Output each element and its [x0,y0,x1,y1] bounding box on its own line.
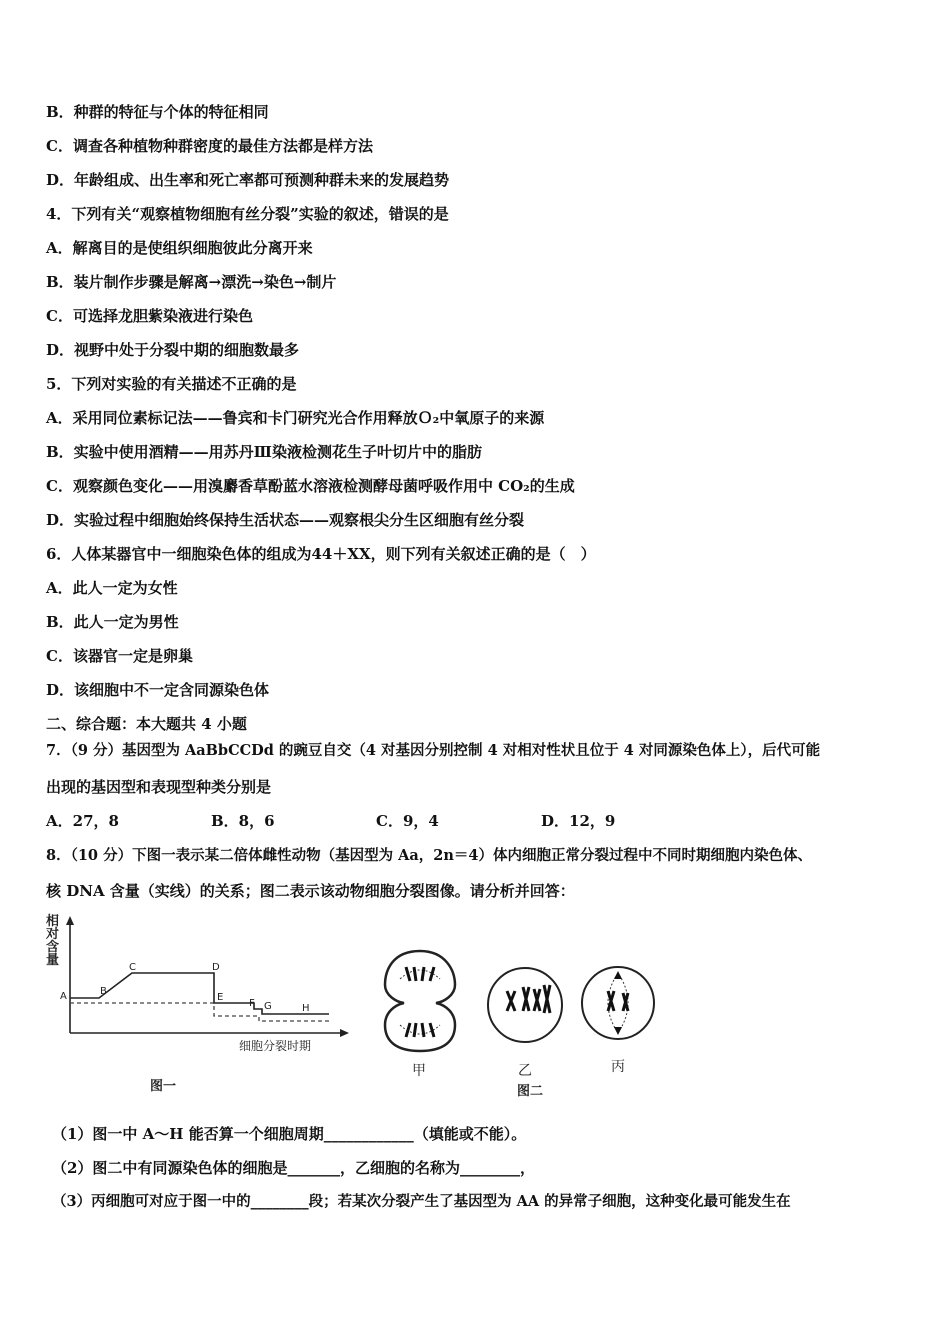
y-label-char: 含 [46,940,60,955]
q6-stem: 6．人体某器官中一细胞染色体的组成为44＋XX，则下列有关叙述正确的是（ ） [46,545,596,563]
q7-option-b: B．8，6 [211,812,275,830]
figure-one-caption: 图一 [150,1079,177,1094]
q6-option-b: B．此人一定为男性 [46,613,179,631]
section-heading: 二、综合题：本大题共 4 小题 [46,715,247,733]
q5-stem: 5．下列对实验的有关描述不正确的是 [46,375,297,393]
cell-label-yi: 乙 [518,1063,532,1079]
point-label-h: H [302,1003,310,1014]
q8-stem: 8．（10 分）下图一表示某二倍体雌性动物（基因型为 Aa，2n＝4）体内细胞正常分裂过程中不同时期细胞内染色体、 [46,847,812,864]
y-axis-arrow [66,916,74,925]
q5-option-b: B．实验中使用酒精——用苏丹Ⅲ染液检测花生子叶切片中的脂肪 [46,443,482,461]
q6-option-c: C．该器官一定是卵巢 [46,647,193,665]
q3-option-d: D．年龄组成、出生率和死亡率都可预测种群未来的发展趋势 [46,171,450,189]
q4-option-a: A．解离目的是使组织细胞彼此分离开来 [46,239,313,257]
q8-sub-2: （2）图二中有同源染色体的细胞是_______，乙细胞的名称为________， [52,1159,535,1177]
point-label-g: G [264,1001,272,1012]
point-label-d: D [212,962,220,973]
figure-one-graph [44,908,364,1098]
y-label-char: 量 [46,953,60,968]
q8-sub-3: （3）丙细胞可对应于图一中的________段；若某次分裂产生了基因型为 AA 的异常子细胞，这种变化最可能发生在 [52,1193,791,1210]
q7-option-c: C．9，4 [376,812,439,830]
q5-option-c: C．观察颜色变化——用溴麝香草酚蓝水溶液检测酵母菌呼吸作用中 CO₂的生成 [46,477,575,495]
y-label-char: 对 [46,927,60,942]
point-label-e: E [217,992,224,1003]
point-label-f: F [249,998,255,1009]
q5-option-d: D．实验过程中细胞始终保持生活状态——观察根尖分生区细胞有丝分裂 [46,511,525,529]
q6-option-d: D．该细胞中不一定含同源染色体 [46,681,270,699]
cell-jia [385,951,455,1051]
q7-option-d: D．12，9 [541,812,616,830]
q4-option-c: C．可选择龙胆紫染液进行染色 [46,307,253,325]
figure-two-caption: 图二 [517,1084,544,1099]
chromosome-series-line [70,1003,329,1021]
cell-bing [582,967,654,1039]
q4-stem: 4．下列有关“观察植物细胞有丝分裂”实验的叙述，错误的是 [46,205,449,223]
q8-stem-cont: 核 DNA 含量（实线）的关系；图二表示该动物细胞分裂图像。请分析并回答： [46,882,575,900]
point-label-c: C [129,962,136,973]
dna-series-line [70,973,329,1014]
q5-option-a: A．采用同位素标记法——鲁宾和卡门研究光合作用释放Ｏ₂中氧原子的来源 [46,409,545,427]
q7-option-a: A．27，8 [46,812,119,830]
x-axis-arrow [340,1029,349,1037]
cell-yi [488,968,562,1042]
q6-option-a: A．此人一定为女性 [46,579,178,597]
cell-label-jia: 甲 [412,1063,426,1079]
q7-stem: 7．（9 分）基因型为 AaBbCCDd 的豌豆自交（4 对基因分别控制 4 对相对性状且位于 4 对同源染色体上），后代可能 [46,742,821,759]
figure-two-cells [380,945,670,1100]
q7-stem-cont: 出现的基因型和表现型种类分别是 [46,778,272,796]
q3-option-c: C．调查各种植物种群密度的最佳方法都是样方法 [46,137,373,155]
cell-label-bing: 丙 [611,1059,625,1075]
y-label-char: 相 [46,914,60,929]
point-label-a: A [60,991,67,1002]
q4-option-b: B．装片制作步骤是解离→漂洗→染色→制片 [46,273,337,291]
q8-sub-1: （1）图一中 A～H 能否算一个细胞周期____________（填能或不能）。 [52,1125,527,1143]
point-label-b: B [100,986,107,997]
q4-option-d: D．视野中处于分裂中期的细胞数最多 [46,341,300,359]
x-axis-label: 细胞分裂时期 [239,1039,312,1053]
q3-option-b: B．种群的特征与个体的特征相同 [46,103,269,121]
